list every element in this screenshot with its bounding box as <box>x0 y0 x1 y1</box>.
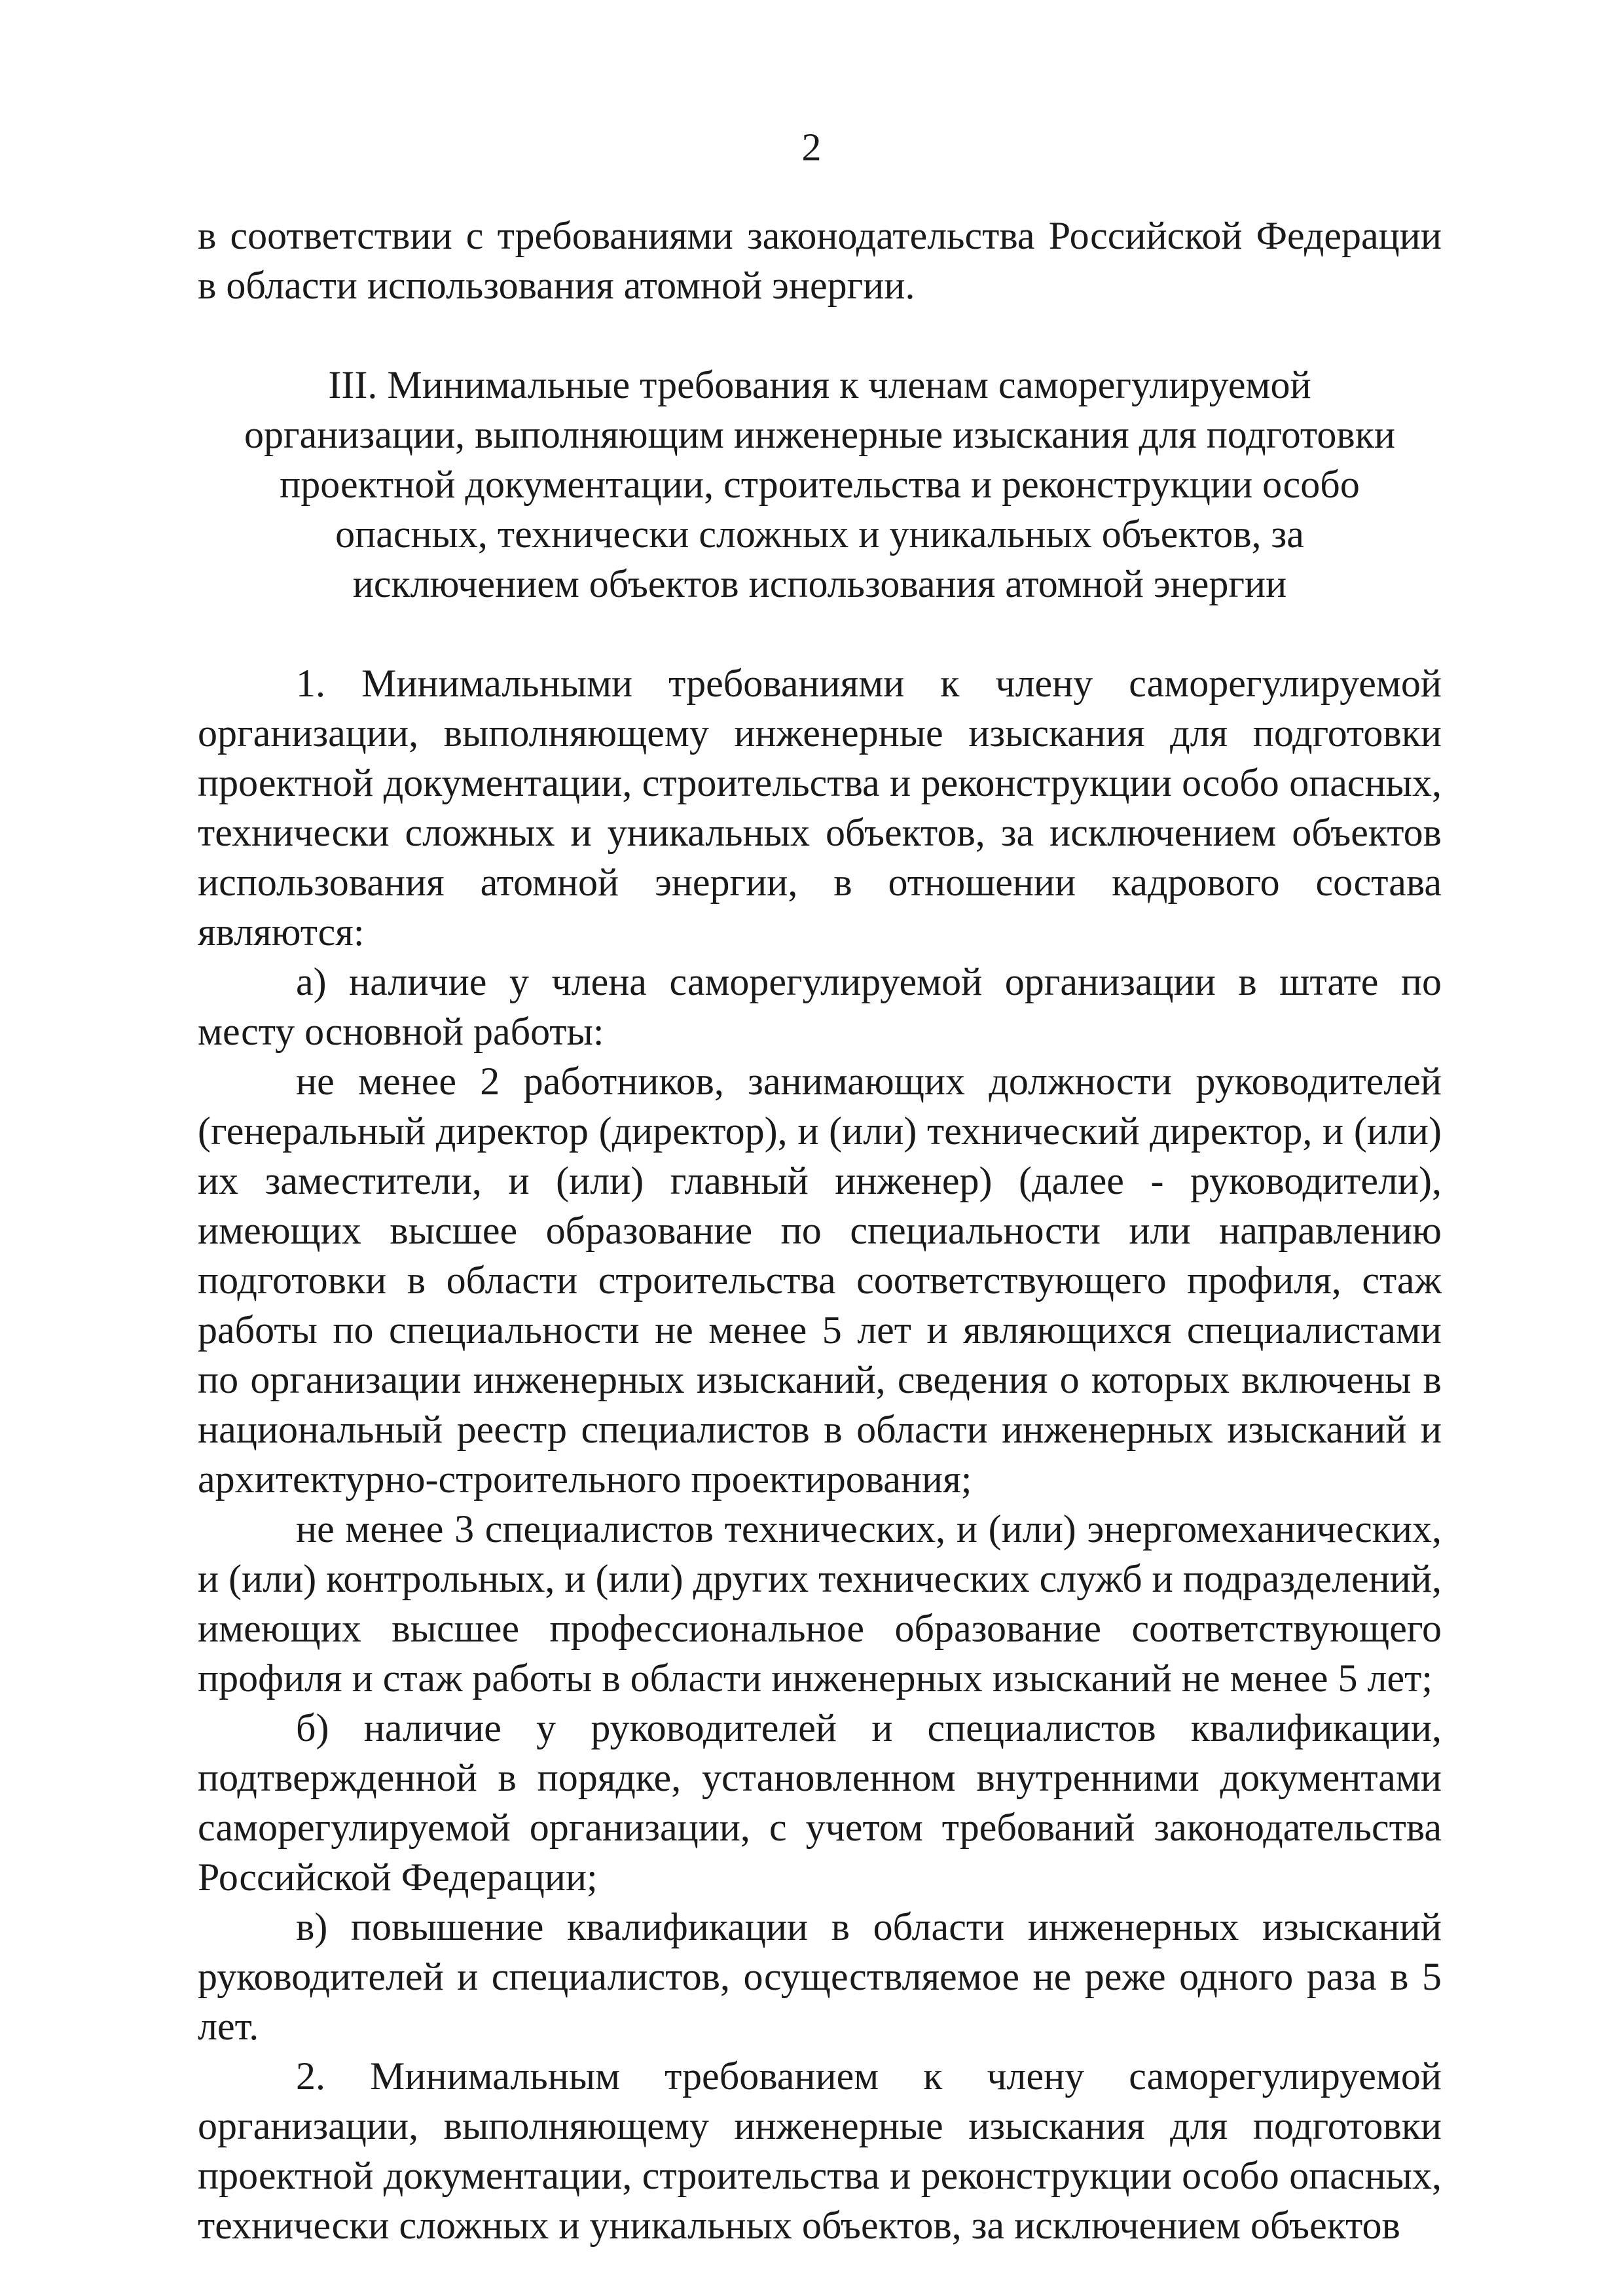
paragraph-1v: в) повышение квалификации в области инженерных изысканий руководителей и специалистов, осуществляемое не реже одного раза в 5 лет. <box>198 1905 1442 2048</box>
paragraph-2: 2. Минимальным требованием к члену саморегулируемой организации, выполняющему инженерные изыскания для подготовки проектной документации, строительства и реконструкции особо опасных, технически сложных и уникальных объектов, за исключением объектов <box>198 2054 1442 2247</box>
paragraph-1a: а) наличие у члена саморегулируемой организации в штате по месту основной работы: <box>198 960 1442 1053</box>
document-body <box>198 211 1442 2250</box>
paragraph-1: 1. Минимальными требованиями к члену саморегулируемой организации, выполняющему инженерные изыскания для подготовки проектной документации, строительства и реконструкции особо опасных, технически сложных и уникальных объектов, за исключением объектов использования атомной энергии, в отношении кадрового состава являются: <box>198 662 1442 954</box>
section-heading: III. Минимальные требования к членам саморегулируемой организации, выполняющим инженерные изыскания для подготовки проектной документации, строительства и реконструкции особо опасных, технически сложных и уникальных объектов, за исключением объектов использования атомной энергии <box>244 363 1395 605</box>
paragraph-1a-managers: не менее 2 работников, занимающих должности руководителей (генеральный директор (директор), и (или) технический директор, и (или) их заместители, и (или) главный инженер) (далее - руководители), имеющих высшее образование по специальности или направлению подготовки в области строительства соответствующего профиля, стаж работы по специальности не менее 5 лет и являющихся специалистами по организации инженерных изысканий, сведения о которых включены в национальный реестр специалистов в области инженерных изысканий и архитектурно-строительного проектирования; <box>198 1060 1442 1501</box>
page-number: 2 <box>801 126 822 169</box>
continuation-paragraph: в соответствии с требованиями законодательства Российской Федерации в области использования атомной энергии. <box>198 214 1442 307</box>
paragraph-1b: б) наличие у руководителей и специалистов квалификации, подтвержденной в порядке, установленном внутренними документами саморегулируемой организации, с учетом требований законодательства Российской Федерации; <box>198 1706 1442 1899</box>
paragraph-1a-specialists: не менее 3 специалистов технических, и (или) энергомеханических, и (или) контрольных, и (или) других технических служб и подразделений, имеющих высшее профессиональное образование соответствующего профиля и стаж работы в области инженерных изысканий не менее 5 лет; <box>198 1507 1442 1700</box>
